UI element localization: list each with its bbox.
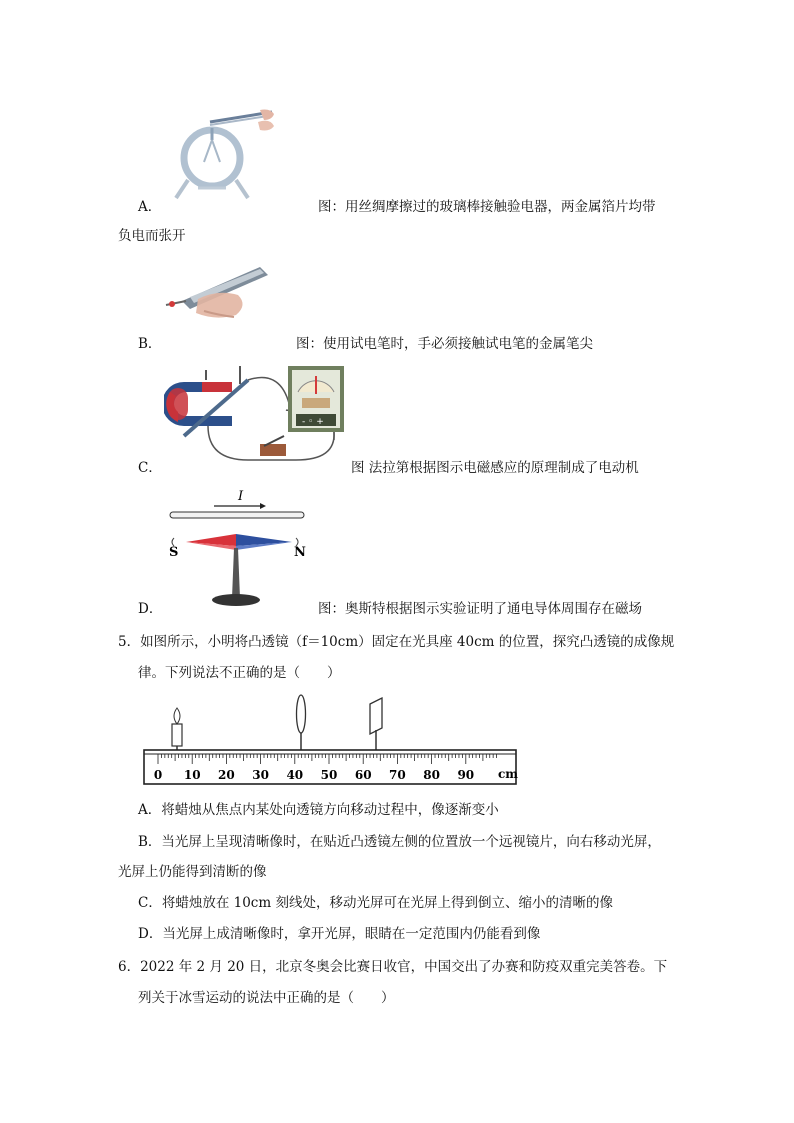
south-pole-label: S: [169, 545, 179, 560]
q5-stem-line1: 5．如图所示，小明将凸透镜（f＝10cm）固定在光具座 40cm 的位置，探究凸透镜的成像规: [118, 634, 675, 650]
option-a-text-cont: 负电而张开: [118, 228, 186, 244]
electroscope-figure: [168, 106, 280, 204]
q5-option-d: D．当光屏上成清晰像时，拿开光屏，眼睛在一定范围内仍能看到像: [138, 926, 541, 942]
ruler-tick-label: 60: [354, 768, 372, 782]
q6-stem-line2: 列关于冰雪运动的说法中正确的是（ ）: [138, 990, 395, 1006]
current-label: I: [238, 489, 244, 504]
test-pen-figure: [160, 261, 272, 323]
option-a-letter: A．: [138, 199, 162, 215]
ruler-tick-label: 80: [423, 768, 440, 782]
candle-icon: [172, 708, 182, 750]
ruler-tick-label: 0: [153, 768, 163, 782]
q5-option-c: C．将蜡烛放在 10cm 刻线处，移动光屏可在光屏上得到倒立、缩小的清晰的像: [138, 895, 613, 911]
oersted-figure: [166, 488, 308, 612]
north-pole-label: N: [294, 545, 306, 560]
light-screen-icon: [370, 698, 382, 750]
q5-stem-line2: 律。下列说法不正确的是（ ）: [138, 665, 341, 681]
q6-stem-line1: 6．2022 年 2 月 20 日，北京冬奥会比赛日收官，中国交出了办赛和防疫双重完美答卷。下: [118, 959, 668, 975]
option-a-text: 图：用丝绸摩擦过的玻璃棒接触验电器，两金属箔片均带: [318, 199, 656, 215]
option-c-text: 图 法拉第根据图示电磁感应的原理制成了电动机: [351, 460, 639, 476]
ruler-tick-label: 20: [218, 768, 235, 782]
ruler-tick-label: 40: [286, 768, 304, 782]
ruler-unit: cm: [498, 767, 519, 781]
option-d-letter: D．: [138, 601, 163, 617]
ruler-tick-label: 10: [183, 768, 201, 782]
ruler-tick-label: 30: [252, 768, 269, 782]
q5-option-b-cont: 光屏上仍能得到清断的像: [118, 864, 267, 880]
ruler-tick-label: 90: [457, 768, 475, 782]
option-d-text: 图：奥斯特根据图示实验证明了通电导体周围存在磁场: [318, 601, 642, 617]
induction-figure: [164, 362, 350, 464]
svg-text:- ◦ +: - ◦ +: [302, 417, 324, 427]
ruler-tick-label: 70: [389, 768, 406, 782]
q5-option-b: B．当光屏上呈现清晰像时，在贴近凸透镜左侧的位置放一个远视镜片，向右移动光屏，: [138, 834, 661, 850]
option-b-letter: B．: [138, 336, 162, 352]
option-b-text: 图：使用试电笔时，手必须接触试电笔的金属笔尖: [296, 336, 593, 352]
convex-lens-icon: [297, 695, 306, 750]
ruler-tick-label: 50: [320, 768, 338, 782]
optical-bench-figure: [142, 694, 520, 788]
option-c-letter: C．: [138, 460, 162, 476]
q5-option-a: A．将蜡烛从焦点内某处向透镜方向移动过程中，像逐渐变小: [138, 802, 499, 818]
